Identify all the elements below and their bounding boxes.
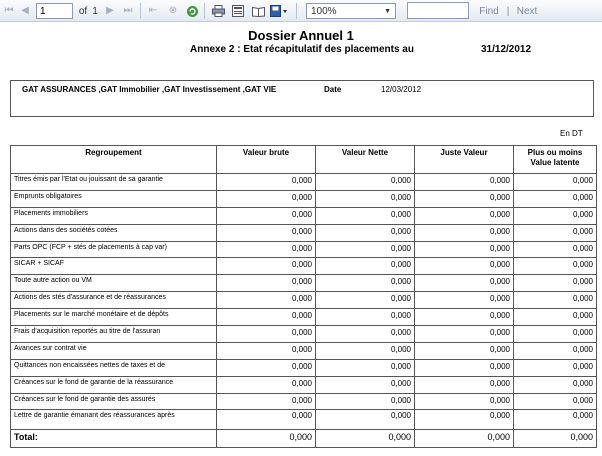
- prev-page-icon[interactable]: ◀: [21, 5, 29, 16]
- value-cell: 0,000: [415, 410, 514, 430]
- value-cell: 0,000: [217, 342, 316, 359]
- column-header: Juste Valeur: [415, 146, 514, 174]
- value-cell: 0,000: [514, 309, 597, 326]
- value-cell: 0,000: [514, 292, 597, 309]
- company-info-box: [10, 80, 594, 117]
- find-separator: |: [506, 5, 510, 17]
- value-cell: 0,000: [217, 326, 316, 343]
- value-cell: 0,000: [514, 410, 597, 430]
- value-cell: 0,000: [217, 258, 316, 275]
- value-cell: 0,000: [217, 359, 316, 376]
- page-number-input[interactable]: [36, 3, 73, 19]
- table-row: [11, 190, 597, 207]
- value-cell: 0,000: [415, 190, 514, 207]
- column-header: Plus ou moins Value latente: [514, 146, 597, 174]
- value-cell: 0,000: [514, 359, 597, 376]
- table-header-row: [11, 146, 597, 174]
- table-row: [11, 241, 597, 258]
- value-cell: 0,000: [217, 292, 316, 309]
- value-cell: 0,000: [217, 241, 316, 258]
- value-cell: 0,000: [316, 393, 415, 410]
- value-cell: 0,000: [316, 376, 415, 393]
- row-label: SICAR + SICAF: [11, 258, 217, 275]
- stop-icon[interactable]: ⊗: [168, 5, 178, 16]
- value-cell: 0,000: [415, 376, 514, 393]
- report-viewer-toolbar: [0, 0, 602, 22]
- value-cell: 0,000: [415, 326, 514, 343]
- last-page-icon[interactable]: ⏭: [123, 5, 133, 16]
- value-cell: 0,000: [415, 224, 514, 241]
- table-row: [11, 174, 597, 191]
- table-row: [11, 292, 597, 309]
- column-header: Valeur Nette: [316, 146, 415, 174]
- row-label: Emprunts obligatoires: [11, 190, 217, 207]
- value-cell: 0,000: [514, 275, 597, 292]
- value-cell: 0,000: [415, 393, 514, 410]
- toolbar-divider: [204, 3, 205, 19]
- value-cell: 0,000: [217, 275, 316, 292]
- value-cell: 0,000: [217, 190, 316, 207]
- value-cell: 0,000: [316, 309, 415, 326]
- value-cell: 0,000: [316, 359, 415, 376]
- row-label: Avances sur contrat vie: [11, 342, 217, 359]
- print-icon[interactable]: [211, 0, 225, 22]
- refresh-icon[interactable]: [185, 0, 199, 22]
- find-link[interactable]: Find: [479, 5, 499, 17]
- table-row: [11, 275, 597, 292]
- value-cell: 0,000: [415, 275, 514, 292]
- value-cell: 0,000: [316, 326, 415, 343]
- value-cell: 0,000: [514, 207, 597, 224]
- table-row: [11, 376, 597, 393]
- of-label: of: [78, 5, 88, 17]
- value-cell: 0,000: [514, 241, 597, 258]
- value-cell: 0,000: [514, 174, 597, 191]
- report-subtitle-date: 31/12/2012: [481, 44, 532, 55]
- placements-table: [10, 145, 597, 448]
- value-cell: 0,000: [316, 224, 415, 241]
- export-icon[interactable]: [270, 0, 288, 22]
- row-label: Parts OPC (FCP + stés de placements à cap var): [11, 241, 217, 258]
- row-label: Créances sur le fond de garantie de la réassurance: [11, 376, 217, 393]
- row-label: Placements sur le marché monétaire et de dépôts: [11, 309, 217, 326]
- value-cell: 0,000: [514, 376, 597, 393]
- currency-unit: En DT: [560, 129, 583, 138]
- value-cell: 0,000: [316, 342, 415, 359]
- page-setup-icon[interactable]: [251, 0, 265, 22]
- row-label: Placements immobiliers: [11, 207, 217, 224]
- value-cell: 0,000: [217, 376, 316, 393]
- value-cell: 0,000: [514, 224, 597, 241]
- total-row: [11, 430, 597, 448]
- company-list: GAT ASSURANCES ,GAT Immobilier ,GAT Investissement ,GAT VIE: [22, 85, 277, 94]
- value-cell: 0,000: [316, 207, 415, 224]
- value-cell: 0,000: [415, 241, 514, 258]
- toolbar-divider: [140, 3, 141, 19]
- value-cell: 0,000: [217, 174, 316, 191]
- date-value: 12/03/2012: [381, 85, 422, 94]
- row-label: Toute autre action ou VM: [11, 275, 217, 292]
- zoom-value: 100%: [311, 5, 337, 17]
- page-total: 1: [92, 5, 98, 17]
- total-value-cell: 0,000: [415, 430, 514, 448]
- table-row: [11, 207, 597, 224]
- total-value-cell: 0,000: [316, 430, 415, 448]
- row-label: Quittances non encaissées nettes de taxes et de: [11, 359, 217, 376]
- value-cell: 0,000: [415, 207, 514, 224]
- table-row: [11, 224, 597, 241]
- table-row: [11, 410, 597, 430]
- column-header: Regroupement: [11, 146, 217, 174]
- total-value-cell: 0,000: [514, 430, 597, 448]
- value-cell: 0,000: [415, 258, 514, 275]
- value-cell: 0,000: [415, 292, 514, 309]
- value-cell: 0,000: [514, 393, 597, 410]
- value-cell: 0,000: [217, 309, 316, 326]
- toolbar-divider: [296, 3, 297, 19]
- total-label: Total:: [11, 430, 217, 448]
- print-layout-icon[interactable]: [231, 0, 245, 22]
- value-cell: 0,000: [316, 275, 415, 292]
- value-cell: 0,000: [316, 410, 415, 430]
- zoom-select[interactable]: [306, 3, 396, 19]
- next-page-icon[interactable]: ▶: [106, 5, 114, 16]
- value-cell: 0,000: [514, 342, 597, 359]
- value-cell: 0,000: [316, 292, 415, 309]
- value-cell: 0,000: [316, 258, 415, 275]
- table-row: [11, 258, 597, 275]
- value-cell: 0,000: [514, 190, 597, 207]
- date-label: Date: [324, 85, 342, 94]
- value-cell: 0,000: [217, 393, 316, 410]
- value-cell: 0,000: [514, 326, 597, 343]
- table-row: [11, 326, 597, 343]
- report-title: Dossier Annuel 1: [248, 28, 354, 43]
- value-cell: 0,000: [316, 241, 415, 258]
- first-page-icon[interactable]: ⏮: [4, 5, 14, 16]
- value-cell: 0,000: [217, 410, 316, 430]
- value-cell: 0,000: [316, 190, 415, 207]
- table-row: [11, 309, 597, 326]
- row-label: Actions dans des sociétés cotées: [11, 224, 217, 241]
- back-icon[interactable]: ⇤: [148, 5, 158, 16]
- find-input[interactable]: [407, 2, 469, 19]
- value-cell: 0,000: [415, 359, 514, 376]
- value-cell: 0,000: [415, 174, 514, 191]
- column-header: Valeur brute: [217, 146, 316, 174]
- table-row: [11, 342, 597, 359]
- row-label: Titres émis par l'Etat ou jouissant de sa garantie: [11, 174, 217, 191]
- row-label: Frais d'acquisition reportés au titre de l'assuran: [11, 326, 217, 343]
- value-cell: 0,000: [415, 309, 514, 326]
- table-row: [11, 359, 597, 376]
- row-label: Créances sur le fond de garantie des assurés: [11, 393, 217, 410]
- table-row: [11, 393, 597, 410]
- total-value-cell: 0,000: [217, 430, 316, 448]
- value-cell: 0,000: [316, 174, 415, 191]
- value-cell: 0,000: [217, 224, 316, 241]
- next-link[interactable]: Next: [516, 5, 538, 17]
- value-cell: 0,000: [514, 258, 597, 275]
- row-label: Actions des stés d'assurance et de réassurances: [11, 292, 217, 309]
- report-subtitle: Annexe 2 : Etat récapitulatif des placements au: [190, 44, 414, 55]
- chevron-down-icon: ▼: [384, 7, 391, 15]
- value-cell: 0,000: [415, 342, 514, 359]
- value-cell: 0,000: [217, 207, 316, 224]
- row-label: Lettre de garantie émanant des réassurances après: [11, 410, 217, 430]
